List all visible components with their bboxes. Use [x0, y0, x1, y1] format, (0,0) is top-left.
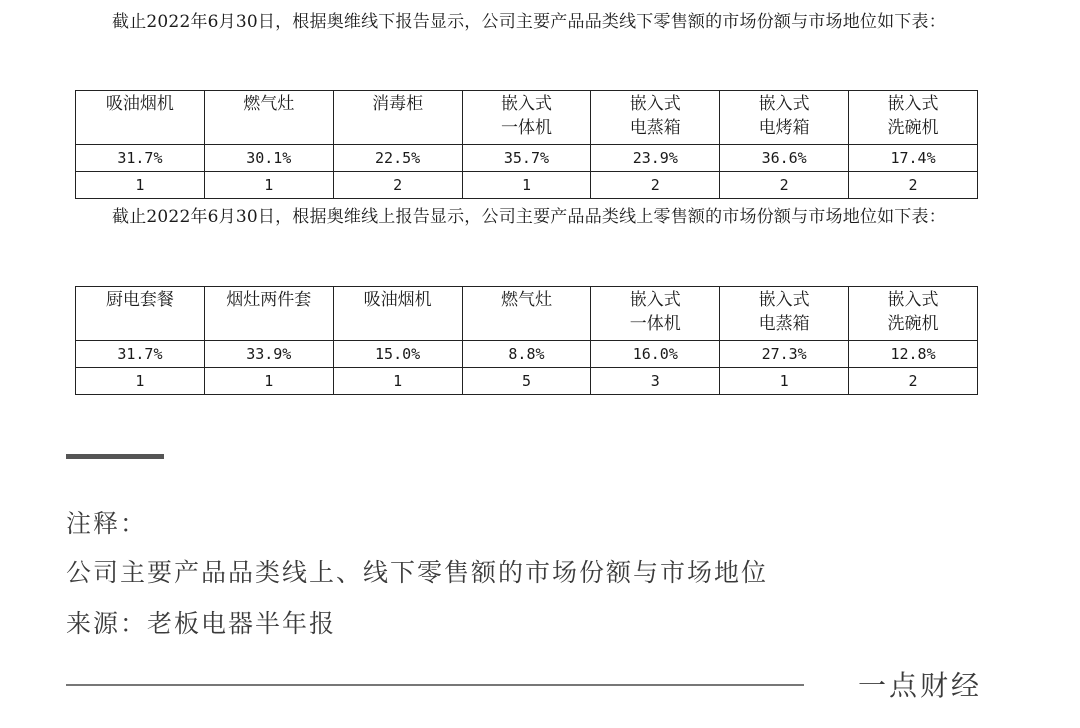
rank-cell: 5 — [462, 368, 591, 395]
rank-cell: 1 — [204, 172, 333, 199]
rank-cell: 1 — [720, 368, 849, 395]
share-cell: 8.8% — [462, 341, 591, 368]
share-cell: 36.6% — [720, 145, 849, 172]
rank-row — [76, 368, 978, 395]
header-cell-line: 嵌入式 — [758, 290, 810, 310]
share-cell: 12.8% — [849, 341, 978, 368]
header-cell-line: 嵌入式 — [629, 290, 681, 310]
share-cell: 27.3% — [720, 341, 849, 368]
share-cell: 30.1% — [204, 145, 333, 172]
header-cell — [76, 287, 205, 341]
header-cell-line: 嵌入式 — [887, 290, 939, 310]
footer-rule — [66, 684, 804, 686]
header-cell-line: 燃气灶 — [500, 290, 552, 310]
header-cell-line: 吸油烟机 — [105, 94, 174, 114]
header-cell — [720, 287, 849, 341]
share-row — [76, 145, 978, 172]
header-cell-line: 嵌入式 — [758, 94, 810, 114]
footer-brand: 一点财经 — [858, 669, 983, 702]
header-cell-line: 嵌入式 — [500, 94, 552, 114]
header-cell-line: 洗碗机 — [887, 118, 939, 138]
online-market-share-table — [75, 286, 978, 395]
header-cell — [591, 91, 720, 145]
header-cell — [462, 91, 591, 145]
share-cell: 31.7% — [76, 145, 205, 172]
share-row — [76, 341, 978, 368]
rank-cell: 2 — [333, 172, 462, 199]
header-cell-line: 洗碗机 — [887, 314, 939, 334]
online-intro-paragraph: 截止2022年6月30日，根据奥维线上报告显示，公司主要产品品类线上零售额的市场份额与市场地位如下表： — [112, 207, 946, 227]
rank-cell: 1 — [76, 172, 205, 199]
share-cell: 22.5% — [333, 145, 462, 172]
share-cell: 35.7% — [462, 145, 591, 172]
header-cell-line: 嵌入式 — [629, 94, 681, 114]
header-cell-line: 燃气灶 — [243, 94, 295, 114]
header-row — [76, 287, 978, 341]
rank-cell: 2 — [849, 172, 978, 199]
header-cell-line: 电蒸箱 — [758, 314, 810, 334]
share-cell: 15.0% — [333, 341, 462, 368]
note-description: 公司主要产品品类线上、线下零售额的市场份额与市场地位 — [66, 558, 769, 587]
header-cell-line: 电蒸箱 — [629, 118, 681, 138]
offline-market-share-table — [75, 90, 978, 199]
rank-cell: 1 — [204, 368, 333, 395]
section-divider — [66, 454, 164, 459]
note-title: 注释： — [66, 509, 148, 538]
header-cell — [462, 287, 591, 341]
share-cell: 31.7% — [76, 341, 205, 368]
offline-intro-paragraph: 截止2022年6月30日，根据奥维线下报告显示，公司主要产品品类线下零售额的市场份额与市场地位如下表： — [112, 12, 946, 32]
header-cell-line: 厨电套餐 — [105, 290, 174, 310]
rank-cell: 2 — [849, 368, 978, 395]
share-cell: 23.9% — [591, 145, 720, 172]
header-cell-line: 一体机 — [629, 314, 681, 334]
header-cell — [204, 91, 333, 145]
header-cell — [204, 287, 333, 341]
share-cell: 17.4% — [849, 145, 978, 172]
share-cell: 33.9% — [204, 341, 333, 368]
header-cell — [720, 91, 849, 145]
rank-cell: 1 — [333, 368, 462, 395]
rank-cell: 2 — [720, 172, 849, 199]
rank-cell: 3 — [591, 368, 720, 395]
rank-cell: 1 — [76, 368, 205, 395]
header-cell — [849, 91, 978, 145]
header-cell — [849, 287, 978, 341]
note-source: 来源：老板电器半年报 — [66, 609, 337, 638]
header-cell-line: 一体机 — [500, 118, 552, 138]
header-cell-line: 吸油烟机 — [363, 290, 432, 310]
header-row — [76, 91, 978, 145]
header-cell-line: 烟灶两件套 — [226, 290, 312, 310]
header-cell-line: 电烤箱 — [758, 118, 810, 138]
header-cell — [333, 287, 462, 341]
header-cell — [591, 287, 720, 341]
rank-cell: 2 — [591, 172, 720, 199]
rank-cell: 1 — [462, 172, 591, 199]
header-cell — [76, 91, 205, 145]
header-cell — [333, 91, 462, 145]
share-cell: 16.0% — [591, 341, 720, 368]
header-cell-line: 消毒柜 — [372, 94, 424, 114]
header-cell-line: 嵌入式 — [887, 94, 939, 114]
